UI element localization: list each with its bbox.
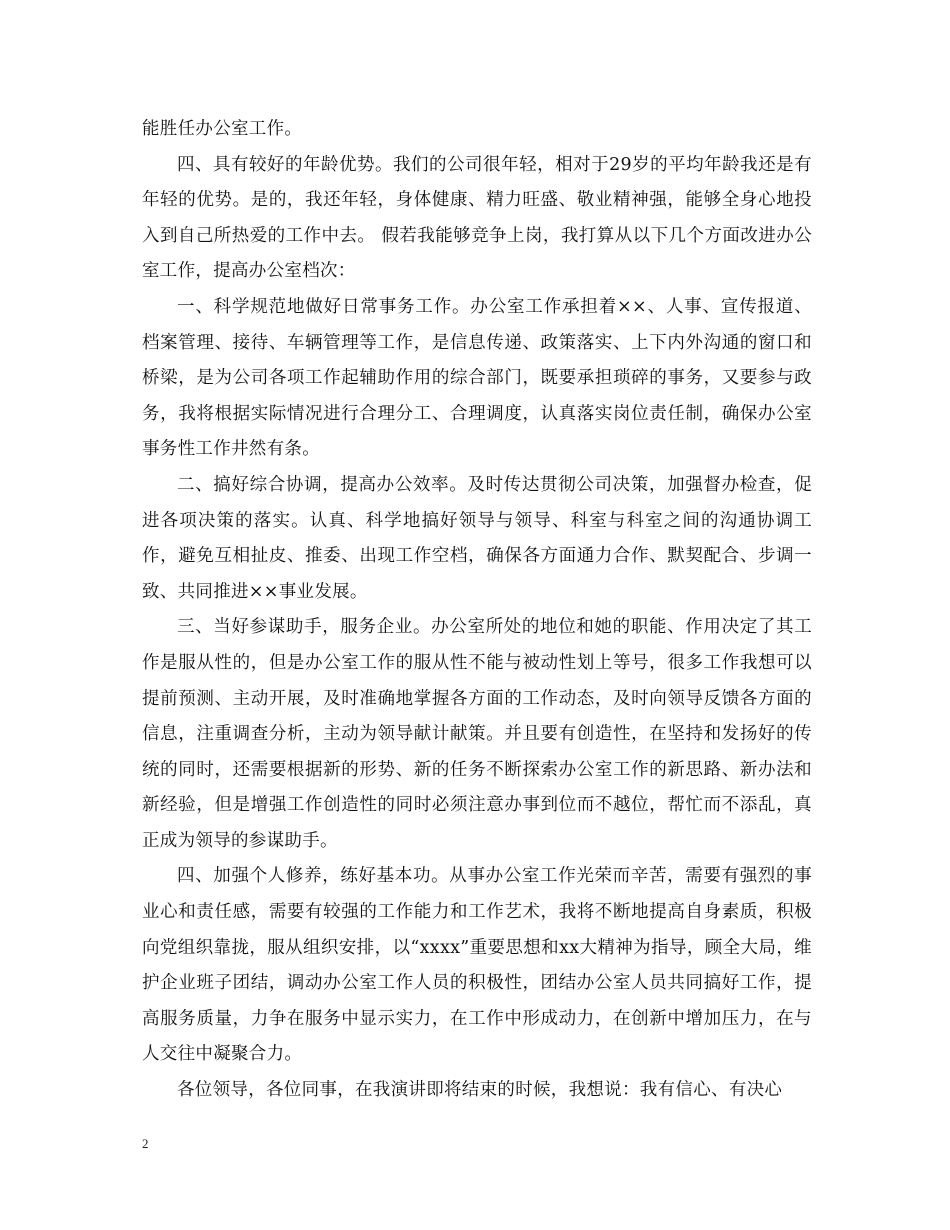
page-number: 2 — [142, 1136, 149, 1151]
paragraph-5: 三、当好参谋助手，服务企业。办公室所处的地位和她的职能、作用决定了其工作是服从性的，但是办公室工作的服从性不能与被动性划上等号，很多工作我想可以提前预测、主动开展，及时准确地掌握各方面的工作动态，及时向领导反馈各方面的信息，注重调查分析，主动为领导献计献策。并且要有创造性，在坚持和发扬好的传统的同时，还需要根据新的形势、新的任务不断探索办公室工作的新思路、新办法和新经验，但是增强工作创造性的同时必须注意办事到位而不越位，帮忙而不添乱，真正成为领导的参谋助手。 — [142, 617, 812, 851]
body-text — [142, 112, 812, 1109]
paragraph-7: 各位领导，各位同事，在我演讲即将结束的时候，我想说：我有信心、有决心 — [177, 1080, 783, 1101]
paragraph-1: 能胜任办公室工作。 — [142, 119, 303, 139]
paragraph-3: 一、科学规范地做好日常事务工作。办公室工作承担着××、人事、宣传报道、档案管理、接待、车辆管理等工作，是信息传递、政策落实、上下内外沟通的窗口和桥梁，是为公司各项工作起辅助作用的综合部门，既要承担琐碎的事务，又要参与政务，我将根据实际情况进行合理分工、合理调度，认真落实岗位责任制，确保办公室事务性工作井然有条。 — [142, 296, 812, 460]
paragraph-2: 四、具有较好的年龄优势。我们的公司很年轻，相对于29岁的平均年龄我还是有年轻的优势。是的，我还年轻，身体健康、精力旺盛、敬业精神强，能够全身心地投入到自己所热爱的工作中去。 假若我能够竞争上岗，我打算从以下几个方面改进办公室工作，提高办公室档次： — [142, 154, 812, 282]
paragraph-4: 二、搞好综合协调，提高办公效率。及时传达贯彻公司决策，加强督办检查，促进各项决策的落实。认真、科学地搞好领导与领导、科室与科室之间的沟通协调工作，避免互相扯皮、推委、出现工作空档，确保各方面通力合作、默契配合、步调一致、共同推进××事业发展。 — [142, 474, 812, 602]
paragraph-6: 四、加强个人修养，练好基本功。从事办公室工作光荣而辛苦，需要有强烈的事业心和责任感，需要有较强的工作能力和工作艺术，我将不断地提高自身素质，积极向党组织靠拢，服从组织安排，以“xxxx”重要思想和xx大精神为指导，顾全大局，维护企业班子团结，调动办公室工作人员的积极性，团结办公室人员共同搞好工作，提高服务质量，力争在服务中显示实力，在工作中形成动力，在创新中增加压力，在与人交往中凝聚合力。 — [142, 866, 812, 1065]
